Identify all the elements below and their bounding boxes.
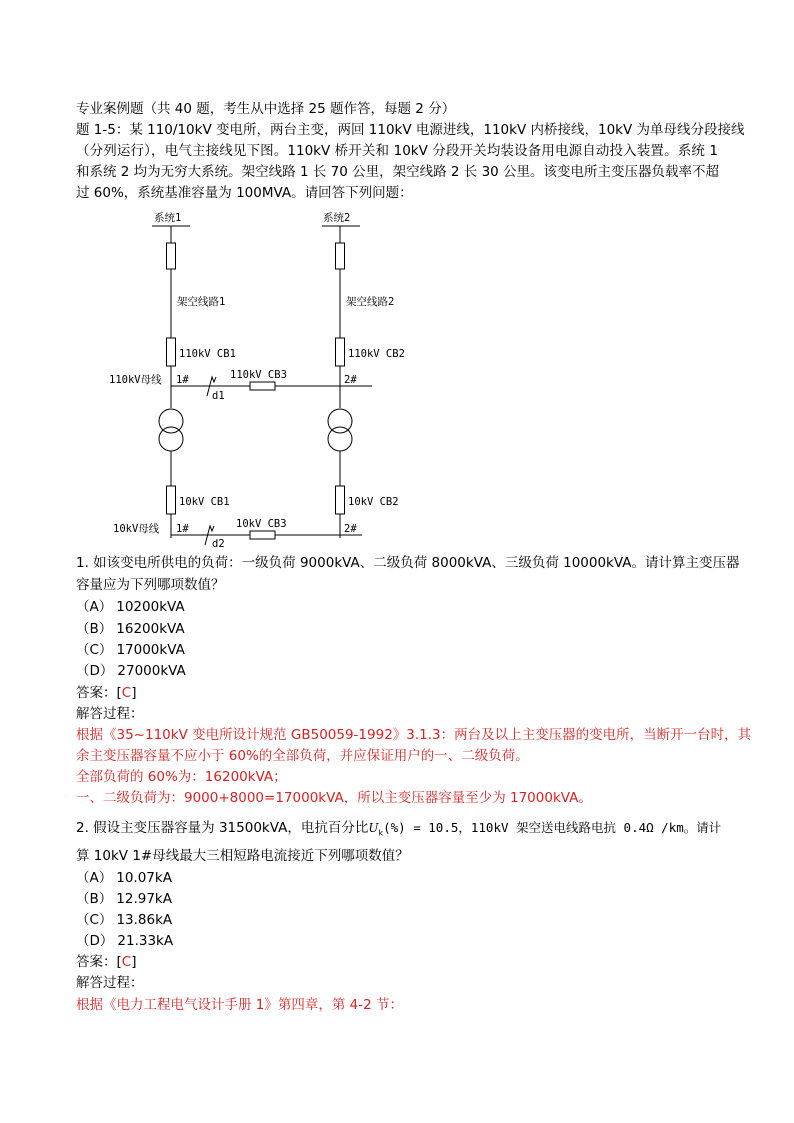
q1-stem-line-2: 容量应为下列哪项数值？ [76, 577, 225, 593]
d1-label: d1 [212, 390, 225, 402]
transformer-1-winding-2 [159, 427, 183, 451]
sys2-label: 系统2 [323, 212, 351, 224]
q1-option-a: （A） 10200kVA [76, 599, 185, 615]
d2-label: d2 [212, 538, 225, 550]
q1-solution-line-2: 余主变压器容量不应小于 60%的全部负荷，并应保证用户的一、二级负荷。 [76, 748, 529, 764]
q2-option-a: （A） 10.07kA [76, 870, 172, 886]
cb10-1-label: 10kV CB1 [179, 496, 230, 508]
sys1-line-fuse [167, 243, 176, 269]
q1-solution-line-3: 全部负荷的 60%为：16200kVA； [76, 769, 287, 785]
line1-label: 架空线路1 [177, 296, 226, 308]
bus10-1-label: 1# [176, 523, 189, 535]
bus10-label: 10kV母线 [113, 523, 160, 535]
q2-process-label: 解答过程： [76, 975, 144, 991]
q2-answer: 答案：[C] [76, 954, 137, 970]
q2-stem-line-1: 2. 假设主变压器容量为 31500kVA，电抗百分比$U_k(\%) = 10.5$，110kV 架空送电线路电抗 0.4Ω /km。请计 [76, 820, 722, 838]
bus110-label: 110kV母线 [109, 374, 162, 386]
q2-uk-symbol: U [368, 821, 379, 835]
bus110-2-label: 2# [344, 374, 357, 386]
q2-option-b: （B） 12.97kA [76, 891, 172, 907]
cb10-2-breaker [336, 486, 345, 514]
bus110-1-label: 1# [176, 374, 189, 386]
q1-solution-line-4: 一、二级负荷为：9000+8000=17000kVA，所以主变压器容量至少为 17000kVA。 [76, 790, 592, 806]
bus10-2-label: 2# [344, 523, 357, 535]
section-header: 专业案例题（共 40 题，考生从中选择 25 题作答，每题 2 分） [76, 101, 456, 117]
q1-answer-letter: C [121, 685, 132, 701]
q1-option-b: （B） 16200kVA [76, 621, 185, 637]
q2-option-c: （C） 13.86kA [76, 912, 173, 928]
cb10-2-label: 10kV CB2 [348, 496, 399, 508]
q1-option-d: （D） 27000kVA [76, 663, 186, 679]
cb110-2-label: 110kV CB2 [348, 348, 405, 360]
transformer-2-winding-2 [328, 427, 352, 451]
q2-answer-letter: C [121, 954, 132, 970]
q2-solution-line-1: 根据《电力工程电气设计手册 1》第四章，第 4-2 节： [76, 997, 404, 1013]
cb110-1-label: 110kV CB1 [179, 348, 236, 360]
cb10-1-breaker [167, 486, 176, 514]
sys2-line-fuse [336, 243, 345, 269]
cb10-3-breaker [250, 531, 275, 539]
cb110-3-label: 110kV CB3 [230, 369, 287, 381]
intro-line-1: 题 1-5：某 110/10kV 变电所，两台主变，两回 110kV 电源进线，110kV 内桥接线，10kV 为单母线分段接线 [76, 122, 745, 138]
cb10-3-label: 10kV CB3 [236, 518, 287, 530]
sys1-label: 系统1 [154, 212, 182, 224]
intro-line-2: （分列运行），电气主接线见下图。110kV 桥开关和 10kV 分段开关均装设备用电源自动投入装置。系统 1 [76, 143, 718, 159]
q1-answer: 答案：[C] [76, 685, 137, 701]
cb110-1-breaker [167, 338, 176, 366]
intro-line-4: 过 60%，系统基准容量为 100MVA。请回答下列问题： [76, 185, 413, 201]
q1-stem-line-1: 1. 如该变电所供电的负荷：一级负荷 9000kVA、二级负荷 8000kVA、三级负荷 10000kVA。请计算主变压器 [76, 555, 740, 571]
transformer-1-winding-1 [159, 409, 183, 433]
q2-option-d: （D） 21.33kA [76, 933, 174, 949]
transformer-2-winding-1 [328, 409, 352, 433]
line2-label: 架空线路2 [346, 296, 395, 308]
q2-stem-line-2: 算 10kV 1#母线最大三相短路电流接近下列哪项数值？ [76, 848, 409, 864]
cb110-2-breaker [336, 338, 345, 366]
main-wiring-diagram [0, 0, 794, 560]
q1-process-label: 解答过程： [76, 706, 144, 722]
q1-option-c: （C） 17000kVA [76, 642, 185, 658]
intro-line-3: 和系统 2 均为无穷大系统。架空线路 1 长 70 公里，架空线路 2 长 30 公里。该变电所主变压器负载率不超 [76, 164, 720, 180]
q1-solution-line-1: 根据《35~110kV 变电所设计规范 GB50059-1992》3.1.3：两台及以上主变压器的变电所，当断开一台时，其 [76, 727, 752, 743]
cb110-3-breaker [250, 382, 275, 390]
